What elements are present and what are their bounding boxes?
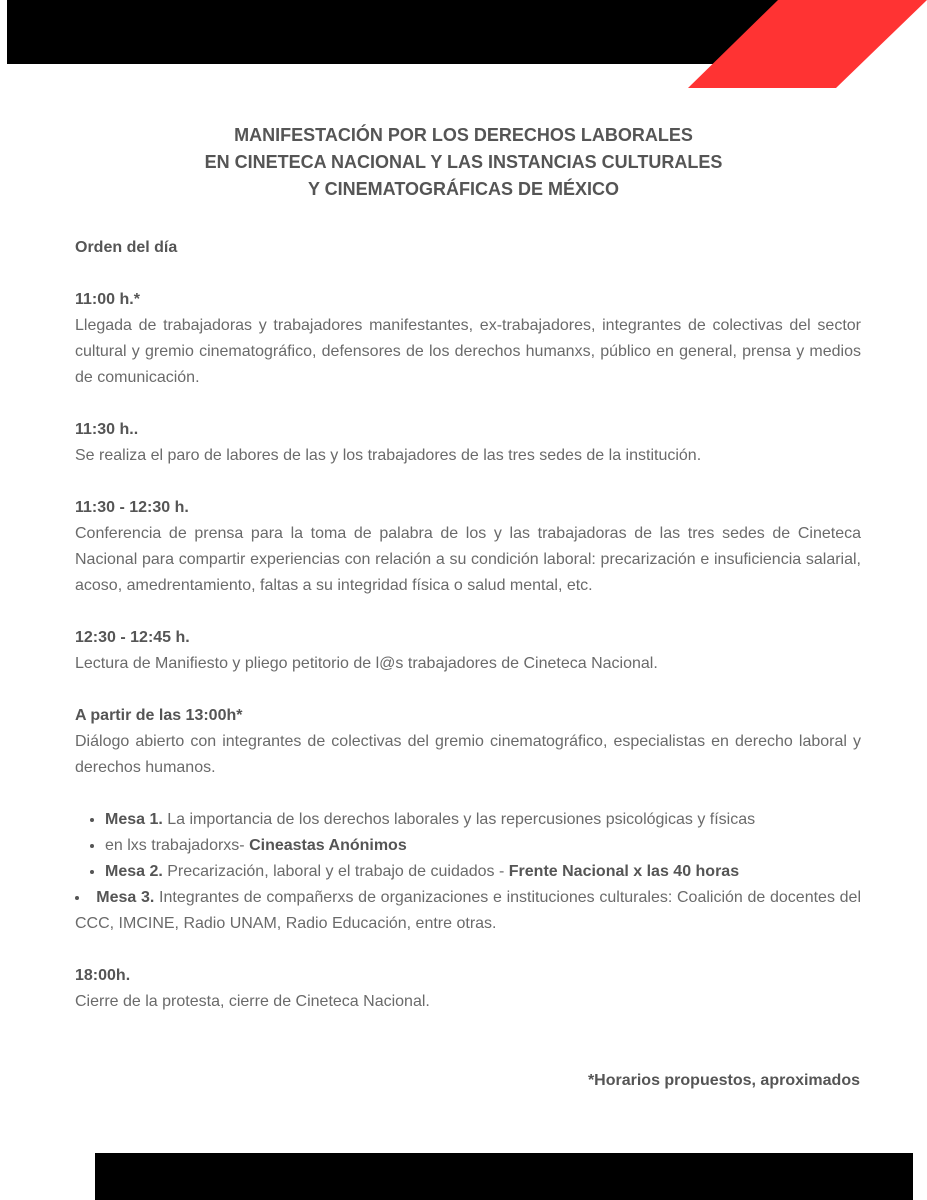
agenda-item bbox=[75, 417, 861, 469]
agenda-time: 11:30 h.. bbox=[75, 421, 139, 438]
agenda-item bbox=[75, 625, 861, 677]
agenda-text: Se realiza el paro de labores de las y los trabajadores de las tres sedes de la institución. bbox=[75, 447, 702, 464]
agenda-text: Llegada de trabajadoras y trabajadores manifestantes, ex-trabajadores, integrantes de colectivas del sector cultural y gremio cinematográfico, defensores de los derechos humanxs, público en general, prensa y medios de comunicación. bbox=[75, 317, 861, 386]
title-line: Y CINEMATOGRÁFICAS DE MÉXICO bbox=[307, 179, 620, 199]
agenda-time: 18:00h. bbox=[75, 967, 131, 984]
agenda-time: A partir de las 13:00h* bbox=[75, 707, 243, 724]
agenda-time: 12:30 - 12:45 h. bbox=[75, 629, 190, 646]
agenda-time: 11:00 h.* bbox=[75, 291, 140, 308]
agenda-text: Cierre de la protesta, cierre de Cineteca Nacional. bbox=[75, 993, 430, 1010]
mesa-label: Mesa 3. bbox=[96, 889, 155, 906]
mesas-list bbox=[75, 807, 861, 937]
agenda-text: Conferencia de prensa para la toma de palabra de los y las trabajadoras de las tres sedes de Cineteca Nacional para compartir experiencias con relación a su condición laboral: precarización e insuficiencia salarial, acoso, amedrentamiento, faltas a su integridad física o salud mental, etc. bbox=[75, 525, 861, 594]
agenda-text: Lectura de Manifiesto y pliego petitorio de l@s trabajadores de Cineteca Nacional. bbox=[75, 655, 658, 672]
bottom-black-bar bbox=[95, 1153, 913, 1200]
footnote: *Horarios propuestos, aproximados bbox=[587, 1072, 860, 1089]
mesa-org: Frente Nacional x las 40 horas bbox=[508, 863, 740, 880]
document-title bbox=[60, 122, 867, 203]
agenda-item bbox=[75, 495, 861, 599]
mesa-label: Mesa 2. bbox=[105, 863, 163, 880]
agenda-heading: Orden del día bbox=[75, 239, 178, 256]
title-line: MANIFESTACIÓN POR LOS DERECHOS LABORALES bbox=[234, 125, 693, 145]
agenda-item bbox=[75, 287, 861, 391]
agenda-item bbox=[75, 703, 861, 781]
mesa-item bbox=[105, 859, 861, 885]
mesa-text: Integrantes de compañerxs de organizaciones e instituciones culturales: Coalición de docentes del CCC, IMCINE, Radio UNAM, Radio Educación, entre otras. bbox=[75, 889, 862, 932]
mesa-label: Mesa 1. bbox=[105, 811, 163, 828]
agenda bbox=[75, 235, 861, 1041]
mesa-org: Cineastas Anónimos bbox=[249, 837, 407, 854]
mesa-text: en lxs trabajadorxs- bbox=[105, 837, 250, 854]
mesa-item bbox=[105, 807, 861, 833]
mesa-text: Precarización, laboral y el trabajo de cuidados - bbox=[162, 863, 509, 880]
mesa-item bbox=[75, 885, 861, 937]
agenda-text: Diálogo abierto con integrantes de colectivas del gremio cinematográfico, especialistas en derecho laboral y derechos humanos. bbox=[75, 733, 861, 776]
title-line: EN CINETECA NACIONAL Y LAS INSTANCIAS CULTURALES bbox=[204, 152, 723, 172]
agenda-item bbox=[75, 963, 861, 1015]
agenda-time: 11:30 - 12:30 h. bbox=[75, 499, 189, 516]
red-parallelogram-decoration bbox=[0, 0, 927, 100]
mesa-item bbox=[105, 833, 861, 859]
mesa-text: La importancia de los derechos laborales y las repercusiones psicológicas y físicas bbox=[162, 811, 756, 828]
